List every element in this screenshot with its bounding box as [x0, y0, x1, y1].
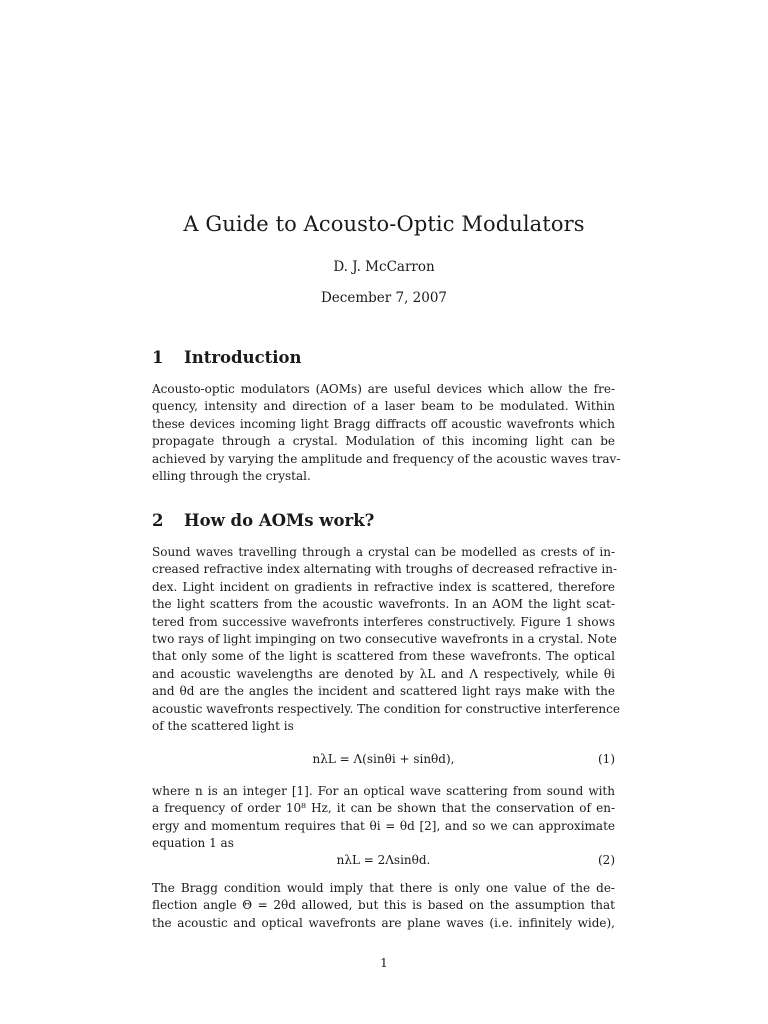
section-heading-how-aoms-work: [152, 511, 374, 530]
text-line: where n is an integer [1]. For an optical wave scattering from sound with: [152, 784, 615, 798]
paper-date: December 7, 2007: [320, 290, 448, 306]
text-line: a frequency of order 10⁸ Hz, it can be shown that the conservation of en-: [152, 801, 615, 816]
text-line: The Bragg condition would imply that there is only one value of the de-: [152, 881, 615, 895]
equation-1: [152, 752, 615, 770]
equation-number: (1): [598, 752, 615, 766]
paragraph-after-eq1: [152, 783, 615, 853]
intro-paragraph: [152, 381, 621, 485]
text-line: propagate through a crystal. Modulation of this incoming light can be: [152, 434, 615, 449]
text-line: of the scattered light is: [152, 719, 294, 734]
text-line: and acoustic wavelengths are denoted by λL and Λ respectively, while θi: [152, 666, 615, 681]
text-line: ergy and momentum requires that θi = θd [2], and so we can approximate: [152, 818, 615, 833]
text-line: Sound waves travelling through a crystal can be modelled as crests of in-: [152, 545, 615, 559]
text-line: and θd are the angles the incident and scattered light rays make with the: [152, 684, 615, 699]
text-line: quency, intensity and direction of a laser beam to be modulated. Within: [152, 399, 615, 414]
section-heading-introduction: [152, 348, 302, 367]
text-line: the light scatters from the acoustic wavefronts. In an AOM the light scat-: [152, 597, 615, 612]
paper-title: A Guide to Acousto-Optic Modulators: [183, 212, 585, 236]
equation-number: (2): [598, 853, 615, 867]
text-line: Acousto-optic modulators (AOMs) are useful devices which allow the fre-: [152, 382, 615, 396]
section-title: How do AOMs work?: [184, 511, 375, 530]
text-line: creased refractive index alternating with troughs of decreased refractive in-: [152, 562, 618, 577]
page-number: 1: [380, 956, 388, 970]
text-line: that only some of the light is scattered from these wavefronts. The optical: [152, 649, 615, 664]
aom-paragraph: [152, 544, 620, 735]
text-line: tered from successive wavefronts interferes constructively. Figure 1 shows: [152, 614, 615, 629]
paper-author: D. J. McCarron: [333, 259, 435, 275]
text-line: two rays of light impinging on two consecutive wavefronts in a crystal. Note: [152, 632, 617, 647]
text-line: achieved by varying the amplitude and frequency of the acoustic waves trav-: [152, 451, 621, 466]
equation-body: nλL = Λ(sinθi + sinθd),: [312, 752, 455, 766]
text-line: the acoustic and optical wavefronts are plane waves (i.e. infinitely wide),: [152, 915, 615, 930]
text-line: flection angle Θ = 2θd allowed, but this is based on the assumption that: [152, 898, 615, 913]
equation-body: nλL = 2Λsinθd.: [336, 853, 431, 867]
text-line: acoustic wavefronts respectively. The condition for constructive interference: [152, 701, 620, 716]
text-line: these devices incoming light Bragg diffracts off acoustic wavefronts which: [152, 416, 615, 431]
section-title: Introduction: [184, 348, 302, 367]
text-line: dex. Light incident on gradients in refractive index is scattered, therefore: [152, 579, 615, 594]
text-line: equation 1 as: [152, 836, 234, 851]
equation-2: [152, 853, 615, 871]
section-number: 2: [152, 511, 164, 530]
text-line: elling through the crystal.: [152, 469, 311, 484]
paragraph-after-eq2: [152, 880, 615, 932]
section-number: 1: [152, 348, 164, 367]
